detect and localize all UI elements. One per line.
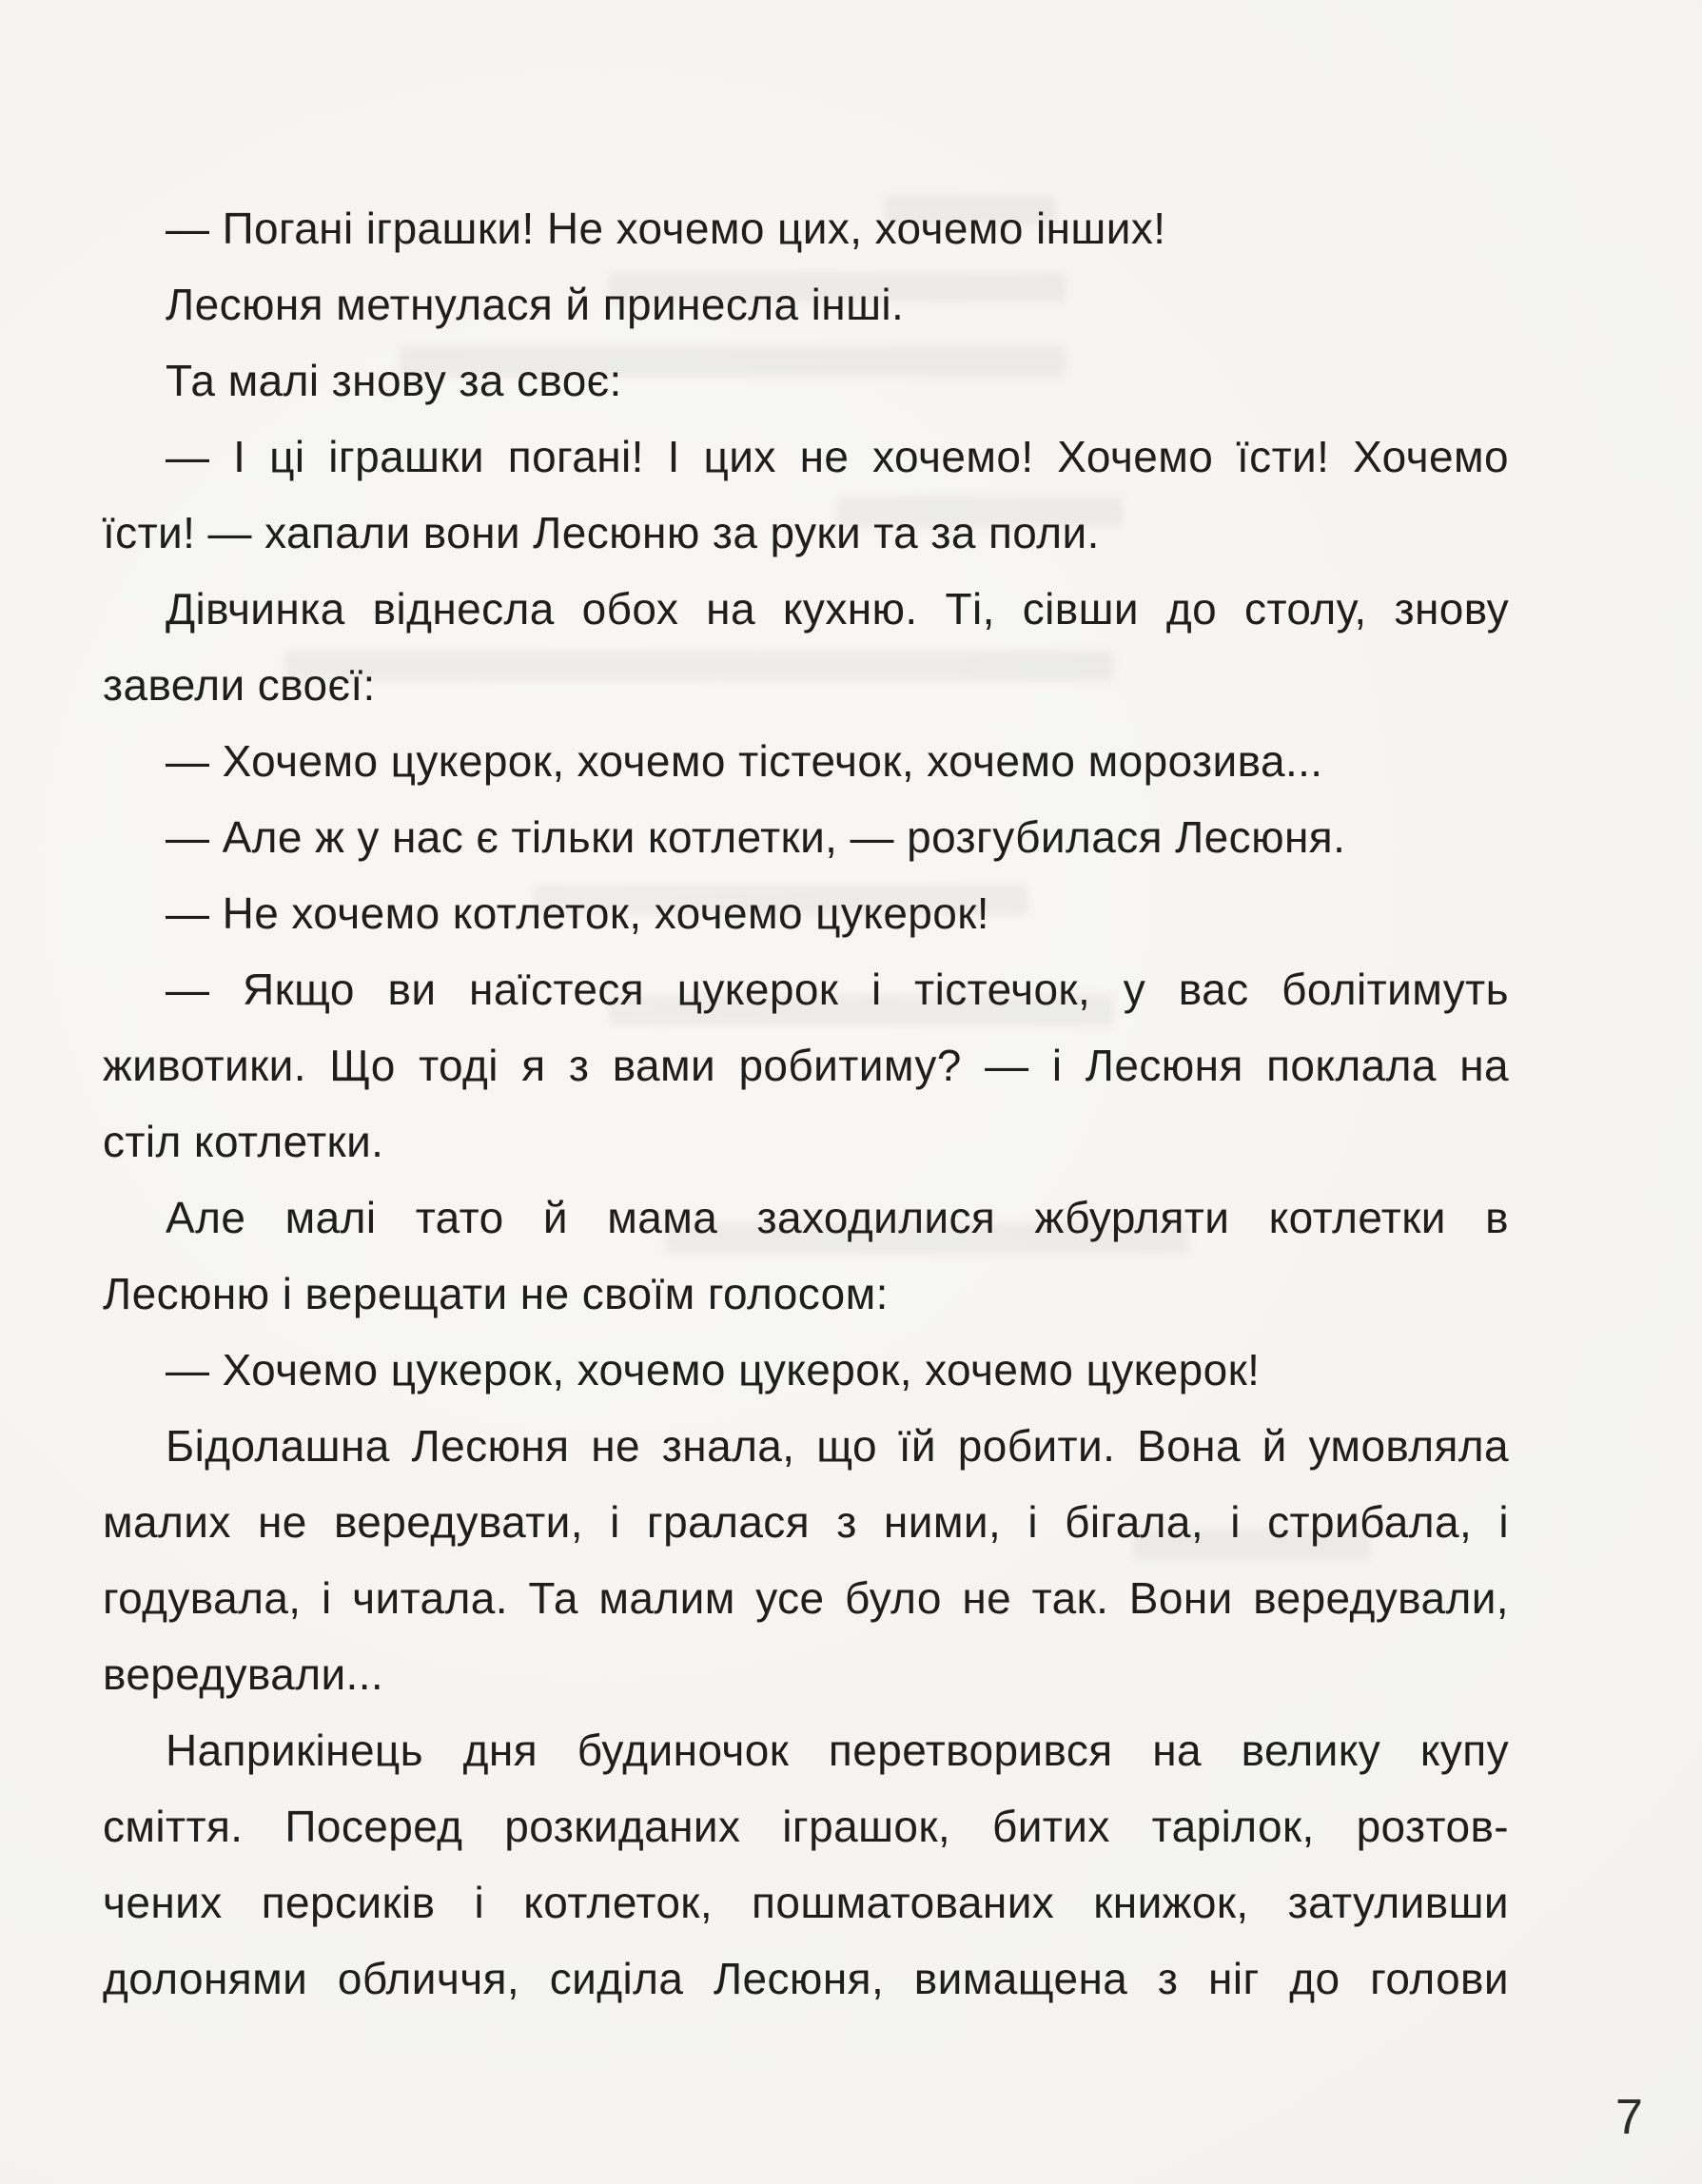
text-line: їсти! — хапали вони Лесюню за руки та за поли. <box>103 508 1100 557</box>
text-line: чених персиків і котлеток, пошматованих книжок, затуливши <box>103 1878 1509 1927</box>
text-line: Та малі знову за своє: <box>166 356 622 405</box>
text-line: животики. Що тоді я з вами робитиму? — і Лесюня поклала на <box>103 1041 1509 1090</box>
text-line: Але малі тато й мама заходилися жбурляти котлетки в <box>166 1193 1509 1242</box>
text-line: годувала, і читала. Та малим усе було не так. Вони вередували, <box>103 1573 1509 1623</box>
text-line: — Не хочемо котлеток, хочемо цукерок! <box>166 888 989 938</box>
page-number: 7 <box>1615 2090 1644 2145</box>
text-line: — Якщо ви наїстеся цукерок і тістечок, у вас болітимуть <box>166 965 1509 1014</box>
text-line: долонями обличчя, сиділа Лесюня, вимащена з ніг до голови <box>103 1954 1509 2003</box>
text-line: — Але ж у нас є тільки котлетки, — розгубилася Лесюня. <box>166 812 1346 862</box>
text-line: — Хочемо цукерок, хочемо тістечок, хочемо морозива... <box>166 736 1323 786</box>
text-line: — Хочемо цукерок, хочемо цукерок, хочемо цукерок! <box>166 1345 1261 1394</box>
text-line: — Погані іграшки! Не хочемо цих, хочемо інших! <box>166 204 1166 253</box>
text-line: малих не вередувати, і гралася з ними, і бігала, і стрибала, і <box>103 1497 1509 1547</box>
text-line: сміття. Посеред розкиданих іграшок, битих тарілок, розтов- <box>103 1802 1509 1851</box>
text-line: Лесюню і верещати не своїм голосом: <box>103 1269 889 1318</box>
text-line: Дівчинка віднесла обох на кухню. Ті, сівши до столу, знову <box>166 584 1509 634</box>
text-line: стіл котлетки. <box>103 1117 384 1166</box>
text-line: Лесюня метнулася й принесла інші. <box>166 280 905 329</box>
text-line: вередували... <box>103 1649 384 1699</box>
text-line: Наприкінець дня будиночок перетворився на велику купу <box>166 1726 1509 1775</box>
text-line: — І ці іграшки погані! І цих не хочемо! Хочемо їсти! Хочемо <box>166 432 1509 481</box>
text-line: завели своєї: <box>103 660 376 710</box>
text-lines <box>103 190 1509 2017</box>
text-line: Бідолашна Лесюня не знала, що їй робити. Вона й умовляла <box>166 1421 1509 1471</box>
